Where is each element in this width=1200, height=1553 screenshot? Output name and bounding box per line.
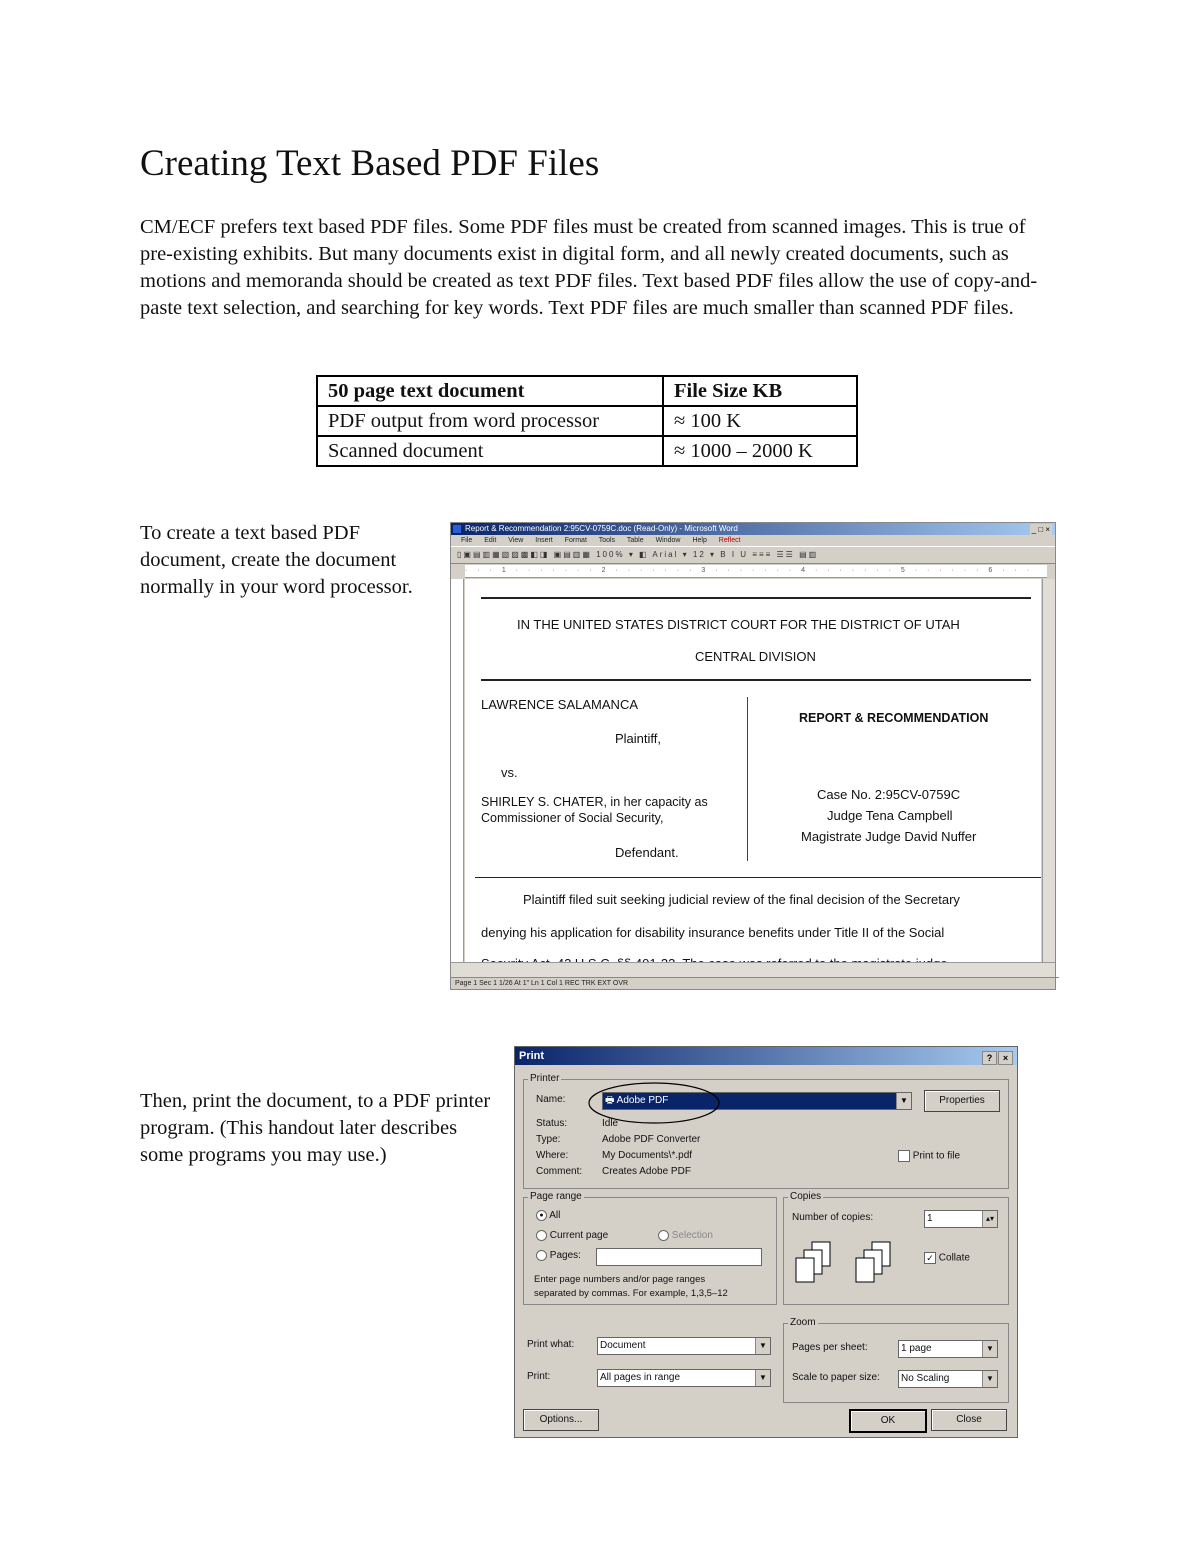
caption-divider	[747, 697, 748, 861]
word-app-icon	[453, 525, 461, 533]
rule-line	[475, 877, 1041, 878]
copies-stepper[interactable]	[924, 1210, 998, 1228]
window-controls-icon: _ □ ×	[1031, 525, 1050, 534]
table-row	[317, 406, 857, 436]
scale-value: No Scaling	[901, 1373, 950, 1384]
collate-pages-icon	[794, 1238, 904, 1296]
range-hint: separated by commas. For example, 1,3,5–12	[534, 1288, 728, 1299]
plaintiff-name: LAWRENCE SALAMANCA	[481, 697, 638, 712]
print-what-label: Print what:	[527, 1339, 575, 1350]
print-label: Print:	[527, 1371, 551, 1382]
pages-input[interactable]	[596, 1248, 762, 1266]
case-number: Case No. 2:95CV-0759C	[817, 787, 961, 802]
defendant-line1: SHIRLEY S. CHATER, in her capacity as	[481, 795, 708, 809]
defendant-label: Defendant.	[615, 845, 679, 860]
word-toolbar	[451, 546, 1055, 564]
print-range-value: All pages in range	[600, 1372, 681, 1383]
table-header: File Size KB	[663, 376, 857, 406]
plaintiff-label: Plaintiff,	[615, 731, 662, 746]
range-hint: Enter page numbers and/or page ranges	[534, 1274, 706, 1285]
comment-label: Comment:	[536, 1166, 583, 1177]
name-label: Name:	[536, 1094, 566, 1105]
print-what-select[interactable]	[597, 1337, 771, 1355]
dialog-title: Print	[519, 1050, 545, 1062]
pages-per-sheet-value: 1 page	[901, 1343, 932, 1354]
vertical-scrollbar[interactable]	[1042, 579, 1055, 963]
chevron-down-icon[interactable]: ▼	[896, 1093, 911, 1109]
table-header: 50 page text document	[317, 376, 663, 406]
table-cell: ≈ 1000 – 2000 K	[663, 436, 857, 466]
menu-item[interactable]: Window	[655, 537, 681, 544]
horizontal-ruler: · · · 1 · · · · · · · 2 · · · · · · · 3 · · · · · · · 4 · · · · · · · 5 · · · · · · 6 · · ·	[465, 565, 1047, 578]
num-copies-label: Number of copies:	[792, 1212, 874, 1223]
word-document-page	[465, 579, 1041, 963]
judge-name: Judge Tena Campbell	[827, 808, 953, 823]
menu-item[interactable]: Insert	[535, 537, 553, 544]
pages-label: Pages:	[549, 1250, 581, 1262]
where-label: Where:	[536, 1150, 569, 1161]
rule-line	[481, 597, 1031, 599]
selection-radio[interactable]	[658, 1230, 713, 1241]
menu-item[interactable]: Edit	[484, 537, 497, 544]
current-page-radio[interactable]	[536, 1230, 608, 1241]
vertical-ruler	[451, 579, 464, 963]
toolbar-icons[interactable]: ▯▣▤▥▦▧▨▩◧◨ ▣▤▥▦	[457, 550, 597, 559]
toolbar-icons[interactable]: ▾	[682, 550, 693, 559]
type-value: Adobe PDF Converter	[602, 1134, 701, 1145]
comment-value: Creates Adobe PDF	[602, 1166, 691, 1177]
division-heading: CENTRAL DIVISION	[695, 649, 816, 664]
where-value: My Documents\*.pdf	[602, 1150, 693, 1161]
word-menu-bar	[451, 535, 1055, 546]
copies-value: 1	[927, 1213, 933, 1224]
step2-text: Then, print the document, to a PDF printer program. (This handout later describes some programs you may use.)	[140, 1090, 491, 1166]
print-range-select[interactable]	[597, 1369, 771, 1387]
page-range-group	[523, 1191, 777, 1305]
ok-button[interactable]: OK	[849, 1409, 927, 1433]
chevron-down-icon[interactable]: ▼	[982, 1341, 997, 1357]
printer-group	[523, 1073, 1009, 1189]
menu-item[interactable]: Tools	[598, 537, 616, 544]
zoom-group	[783, 1317, 1009, 1403]
group-label: Printer	[530, 1073, 560, 1084]
printer-icon: 🖶	[605, 1095, 617, 1106]
print-what-value: Document	[600, 1340, 646, 1351]
table-cell: PDF output from word processor	[317, 406, 663, 436]
file-size-table	[316, 375, 858, 467]
printer-name-value: Adobe PDF	[616, 1095, 669, 1106]
chevron-down-icon[interactable]: ▼	[755, 1338, 770, 1354]
defendant-line2: Commissioner of Social Security,	[481, 811, 664, 825]
properties-button[interactable]: Properties	[924, 1090, 1000, 1112]
table-cell: ≈ 100 K	[663, 406, 857, 436]
help-icon[interactable]: ?	[982, 1051, 997, 1065]
body-line: Plaintiff filed suit seeking judicial review of the final decision of the Secretary	[523, 892, 960, 907]
toolbar-icons[interactable]: ▾ B I U ≡≡≡ ☰☰ ▤▥	[710, 550, 819, 559]
chevron-down-icon[interactable]: ▼	[755, 1370, 770, 1386]
toolbar-icons[interactable]: ▾ ◧	[628, 550, 653, 559]
group-label: Zoom	[790, 1317, 816, 1328]
size-select[interactable]: 12	[692, 550, 706, 559]
menu-item[interactable]: Reflect	[718, 537, 741, 544]
menu-item[interactable]: Table	[626, 537, 644, 544]
scale-label: Scale to paper size:	[792, 1372, 880, 1383]
vs-text: vs.	[501, 765, 518, 780]
selection-label: Selection	[671, 1230, 713, 1242]
status-value: Idle	[602, 1118, 619, 1129]
body-line: denying his application for disability insurance benefits under Title II of the Social	[481, 925, 945, 940]
menu-item[interactable]: File	[461, 537, 473, 544]
intro-paragraph: CM/ECF prefers text based PDF files. Some PDF files must be created from scanned images. This is true of pre-existing exhibits. But many documents exist in digital form, and all newly created documents, such as motions and memoranda should be created as text PDF files. Text based PDF files allow the use of copy-and-paste text selection, and searching for key words. Text PDF files are much smaller than scanned PDF files.	[140, 216, 1038, 319]
pages-per-sheet-select[interactable]	[898, 1340, 998, 1358]
group-label: Page range	[530, 1191, 582, 1202]
close-icon[interactable]: ×	[998, 1051, 1013, 1065]
table-cell: Scanned document	[317, 436, 663, 466]
stepper-arrows-icon[interactable]: ▴▾	[982, 1211, 997, 1227]
menu-item[interactable]: Format	[564, 537, 587, 544]
print-to-file-checkbox[interactable]	[898, 1150, 960, 1162]
page-title: Creating Text Based PDF Files	[140, 143, 600, 184]
chevron-down-icon[interactable]: ▼	[982, 1371, 997, 1387]
court-heading: IN THE UNITED STATES DISTRICT COURT FOR THE DISTRICT OF UTAH	[517, 617, 960, 632]
collate-label: Collate	[938, 1252, 970, 1264]
all-label: All	[549, 1210, 561, 1222]
copies-group	[783, 1191, 1009, 1305]
zoom-select[interactable]: 100%	[596, 550, 625, 559]
word-screenshot	[450, 522, 1056, 990]
current-page-label: Current page	[549, 1230, 609, 1242]
type-label: Type:	[536, 1134, 561, 1145]
status-label: Status:	[536, 1118, 568, 1129]
print-dialog	[514, 1046, 1018, 1438]
table-header-row	[317, 376, 857, 406]
options-button[interactable]: Options...	[523, 1409, 599, 1431]
all-radio[interactable]: ● All	[536, 1210, 560, 1221]
table-row	[317, 436, 857, 466]
scale-select[interactable]	[898, 1370, 998, 1388]
close-button[interactable]: Close	[931, 1409, 1007, 1431]
group-label: Copies	[790, 1191, 822, 1202]
dialog-title-bar	[515, 1047, 1017, 1065]
step1-text: To create a text based PDF document, create the document normally in your word processor.	[140, 522, 413, 598]
collate-checkbox[interactable]: ✓ Collate	[924, 1252, 970, 1264]
word-window-title: Report & Recommendation 2:95CV-0759C.doc (Read-Only) - Microsoft Word	[465, 524, 738, 533]
menu-item[interactable]: Help	[692, 537, 707, 544]
font-select[interactable]: Arial	[652, 550, 679, 559]
menu-item[interactable]: View	[508, 537, 524, 544]
print-to-file-label: Print to file	[912, 1150, 961, 1162]
magistrate-name: Magistrate Judge David Nuffer	[801, 829, 977, 844]
horizontal-scrollbar[interactable]	[451, 962, 1055, 977]
rule-line	[481, 679, 1031, 681]
pages-per-sheet-label: Pages per sheet:	[792, 1342, 868, 1353]
document-type: REPORT & RECOMMENDATION	[799, 711, 989, 725]
word-status-bar: Page 1 Sec 1 1/26 At 1" Ln 1 Col 1 REC TRK EXT OVR	[451, 977, 1059, 989]
pages-radio[interactable]	[536, 1250, 581, 1261]
word-title-bar	[451, 523, 1055, 535]
